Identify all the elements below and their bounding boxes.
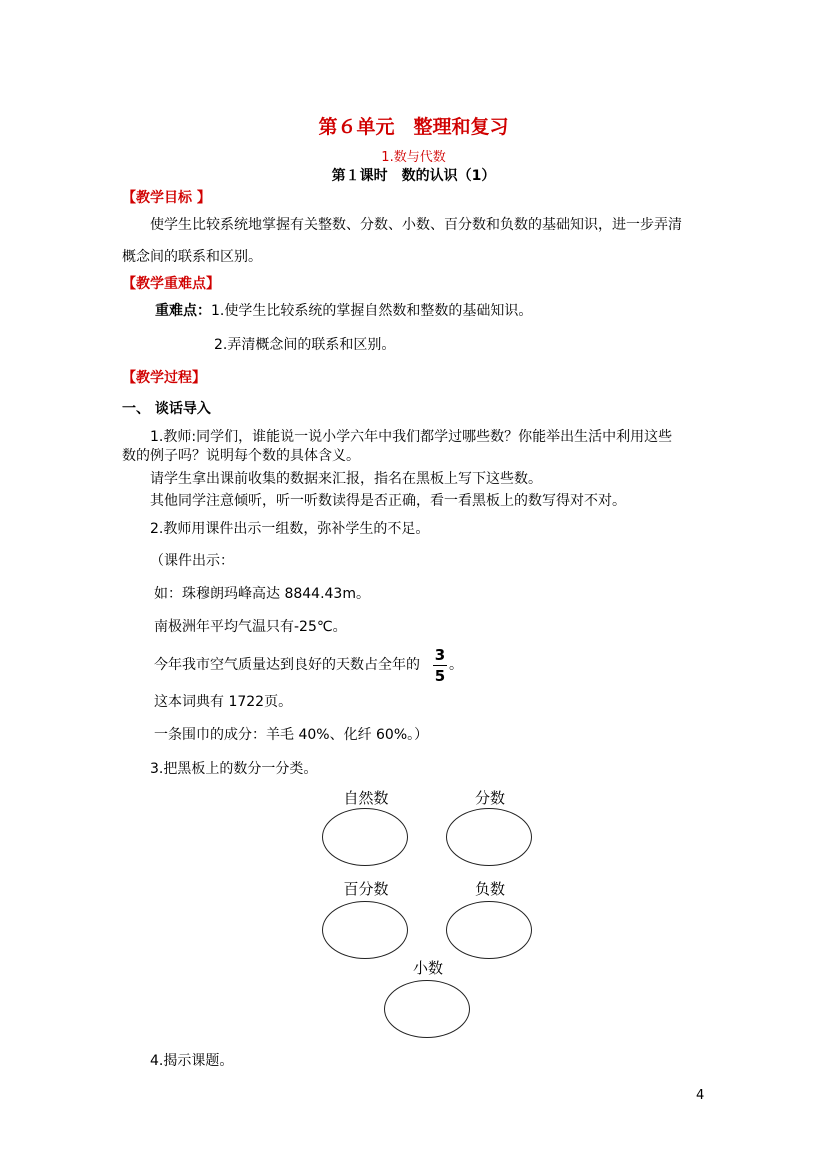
key-label: 重难点： <box>155 303 211 319</box>
fraction-three-fifths <box>433 646 447 685</box>
lesson-title: 第１课时 数的认识（1） <box>331 168 496 184</box>
key-item-2: 2.弄清概念间的联系和区别。 <box>214 337 396 353</box>
fraction-denominator: 5 <box>434 667 446 685</box>
oval-fractions <box>446 808 532 866</box>
key-item-1 <box>155 302 532 320</box>
paragraph-1-line-4: 其他同学注意倾听，听一听数读得是否正确，看一看黑板上的数写得对不对。 <box>150 493 626 509</box>
example-1: 如：珠穆朗玛峰高达 8844.43m。 <box>154 586 370 602</box>
oval-decimals <box>384 980 470 1038</box>
paragraph-1-line-2: 数的例子吗？说明每个数的具体含义。 <box>122 448 360 464</box>
paragraph-3: 3.把黑板上的数分一分类。 <box>150 761 318 777</box>
oval-percentages <box>322 901 408 959</box>
example-4: 这本词典有 1722页。 <box>154 694 293 710</box>
paragraph-1-line-3: 请学生拿出课前收集的数据来汇报，指名在黑板上写下这些数。 <box>150 471 542 487</box>
process-heading: 【教学过程】 <box>122 370 206 386</box>
fraction-numerator: 3 <box>434 646 446 664</box>
oval-natural-numbers <box>322 808 408 866</box>
unit-title: 第６单元 整理和复习 <box>318 116 509 138</box>
label-decimals: 小数 <box>412 959 443 977</box>
goal-line-2: 概念间的联系和区别。 <box>122 249 262 265</box>
paragraph-1-line-1: 1.教师:同学们，谁能说一说小学六年中我们都学过哪些数？你能举出生活中利用这些 <box>150 429 673 445</box>
key-heading: 【教学重难点】 <box>122 276 220 292</box>
key-item-1-text: 1.使学生比较系统的掌握自然数和整数的基础知识。 <box>211 303 533 319</box>
paragraph-4: 4.揭示课题。 <box>150 1053 234 1069</box>
goal-heading: 【教学目标 】 <box>122 190 211 206</box>
oval-negative-numbers <box>446 901 532 959</box>
goal-line-1: 使学生比较系统地掌握有关整数、分数、小数、百分数和负数的基础知识，进一步弄清 <box>150 217 682 233</box>
sub-title: 1.数与代数 <box>381 150 446 165</box>
example-3-end: 。 <box>449 657 463 673</box>
label-negative-numbers: 负数 <box>474 880 505 898</box>
label-percentages: 百分数 <box>343 880 389 898</box>
label-fractions: 分数 <box>474 789 505 807</box>
label-natural-numbers: 自然数 <box>343 789 389 807</box>
example-3-text: 今年我市空气质量达到良好的天数占全年的 <box>154 657 420 673</box>
paragraph-2: 2.教师用课件出示一组数，弥补学生的不足。 <box>150 521 430 537</box>
part1-heading: 一、 谈话导入 <box>122 401 211 417</box>
courseware-open: （课件出示： <box>150 553 234 569</box>
example-2: 南极洲年平均气温只有-25℃。 <box>154 619 347 635</box>
example-5: 一条围巾的成分：羊毛 40%、化纤 60%。） <box>154 727 429 743</box>
page-number: 4 <box>696 1088 705 1103</box>
fraction-bar <box>433 665 447 666</box>
